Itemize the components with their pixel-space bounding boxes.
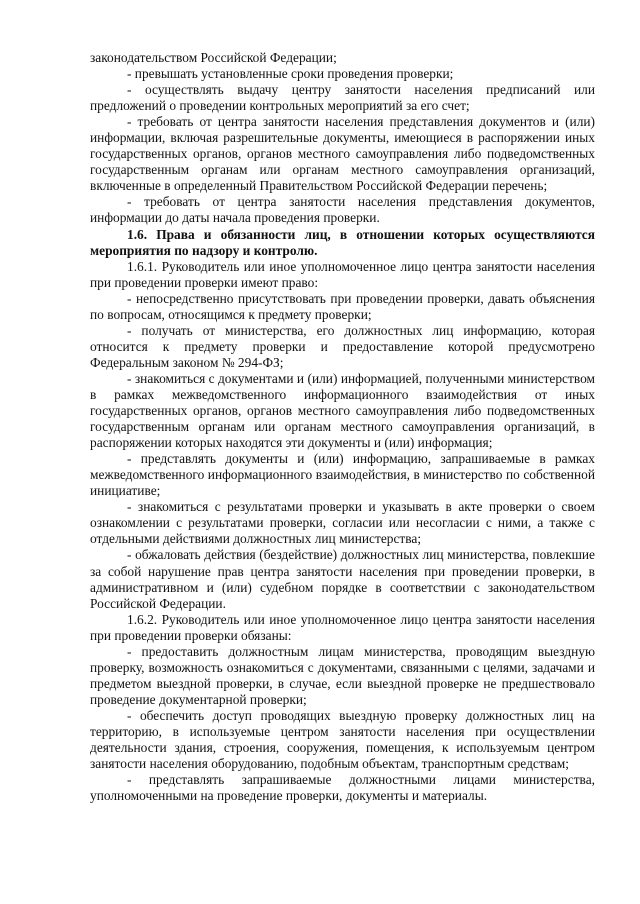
list-item: - представлять запрашиваемые должностными лицами министерства, уполномоченными на проведение проверки, документы и материалы. [90,772,595,804]
document-body [90,50,595,804]
list-item: - обжаловать действия (бездействие) должностных лиц министерства, повлекшие за собой нарушение прав центра занятости населения при проведении проверки, в административном и (или) судебном порядке в соответствии с законодательством Российской Федерации. [90,547,595,611]
paragraph: 1.6.2. Руководитель или иное уполномоченное лицо центра занятости населения при проведении проверки обязаны: [90,611,595,643]
list-item: - превышать установленные сроки проведения проверки; [127,66,454,82]
list-item: - требовать от центра занятости населения представления документов и (или) информации, включая разрешительные документы, имеющиеся в распоряжении иных государственных органов, органов местного самоуправления либо подведомственных государственным органам или органам местного самоуправления организаций, включенные в определенный Правительством Российской Федерации перечень; [90,114,595,194]
list-item: - получать от министерства, его должностных лиц информацию, которая относится к предмету проверки и предоставление которой предусмотрено Федеральным законом № 294-ФЗ; [90,322,595,370]
list-item: - представлять документы и (или) информацию, запрашиваемые в рамках межведомственного информационного взаимодействия, в министерство по собственной инициативе; [90,451,595,499]
list-item: - обеспечить доступ проводящих выездную проверку должностных лиц на территорию, в используемые центром занятости населения при осуществлении деятельности здания, строения, сооружения, помещения, к используемым центром занятости населения оборудованию, подобным объектам, транспортным средствам; [90,707,595,772]
list-item: - осуществлять выдачу центру занятости населения предписаний или предложений о проведении контрольных мероприятий за его счет; [90,82,595,114]
list-item: - предоставить должностным лицам министерства, проводящим выездную проверку, возможность ознакомиться с документами, связанными с целями, задачами и предметом выездной проверки, в случае, если выездной проверке не предшествовало проведение документарной проверки; [90,643,595,707]
paragraph: 1.6.1. Руководитель или иное уполномоченное лицо центра занятости населения при проведении проверки имеют право: [90,258,595,290]
paragraph: законодательством Российской Федерации; [90,50,337,65]
list-item: - требовать от центра занятости населения представления документов, информации до даты начала проведения проверки. [90,194,595,226]
list-item: - знакомиться с результатами проверки и указывать в акте проверки о своем ознакомлении с результатами проверки, согласии или несогласии с ними, а также с отдельными действиями должностных лиц министерства; [90,499,595,547]
section-heading: 1.6. Права и обязанности лиц, в отношении которых осуществляются мероприятия по надзору и контролю. [90,226,595,258]
list-item: - знакомиться с документами и (или) информацией, полученными министерством в рамках межведомственного информационного взаимодействия от иных государственных органов, органов местного самоуправления либо подведомственных государственным органам или органам местного самоуправления организаций, в распоряжении которых находятся эти документы и (или) информация; [90,370,595,451]
list-item: - непосредственно присутствовать при проведении проверки, давать объяснения по вопросам, относящимся к предмету проверки; [90,290,595,322]
